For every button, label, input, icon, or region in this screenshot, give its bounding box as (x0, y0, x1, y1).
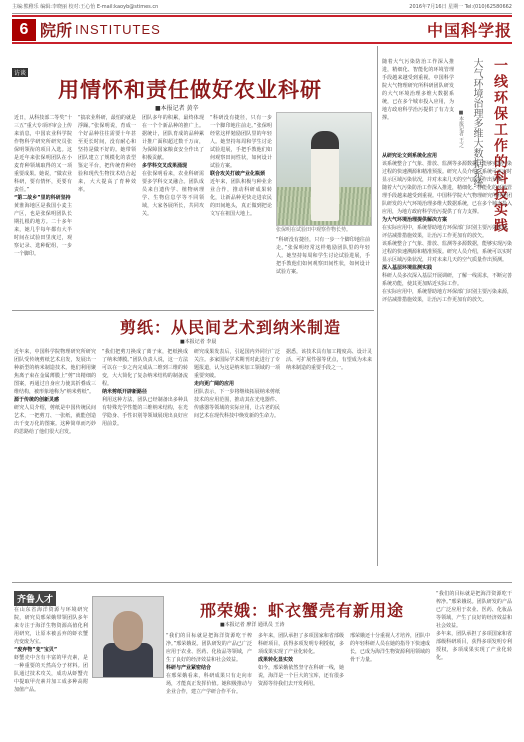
side-kicker: 大气环境治理多维大数据系统 (471, 58, 482, 188)
portrait-face (113, 611, 143, 651)
story3-column-5 (436, 590, 512, 736)
issue-meta-left: 主编:熊稚乐 编辑:李晓丽 校对:王心怡 E-mail:kaoyb@stimes.cn (12, 4, 159, 10)
story2-col1-text: 近年来，中国科学院物理研究所研究团队受传统剪纸艺术启发，发展出一种新型的纳米制造技术。他们利用聚焦离子束在金属薄膜上“剪”出精细的图案，再通过自身应力使其折叠成三维结构，被形象地称为“纳米剪纸”。 (14, 349, 96, 395)
story3-col1-text: 在山东省海洋资源与环境研究院，研究员邢荣娥带领团队多年来专注于海洋生物资源高值化利用研究，让原本被丢弃的虾衣蟹壳变废为宝。 (14, 607, 88, 645)
side-col1-text: 随着大气污染防治工作深入推进，精细化、智能化的环境管理手段越来越受到重视。中国科学院大气物理研究所科研团队研发的大气环境治理多维大数据系统，已在多个城市投入应用，为地方政府科学治污提供了有力支撑。 (382, 59, 454, 121)
story2-col3-text: 研究成果发表后，引起国内外同行广泛关注。多家国际学术期刊对此进行了专题报道，认为这是纳米加工领域的一项重要突破。 (194, 349, 280, 379)
story1-tag: 访谈 (14, 70, 27, 77)
story1-column-2 (78, 114, 136, 310)
story3-col5-text: “我们的目标就是把海洋资源吃干榨净。”邢荣娥说。团队研发的产品已广泛应用于农业、医药、化妆品等领域，产生了良好的经济效益和社会效益。 (436, 591, 512, 629)
story1-col1b-text: 黄淮海地区是我国小麦主产区，也是张保明团队长期扎根的地方。二十多年来，她几乎每年都有大半时间在试验田里度过，观察记录、选种配组，一步一个脚印。 (14, 203, 72, 257)
story1-col3-text: 团队多年的积累，最终体现在一个个新品种的推广上。据统计，团队育成的品种累计推广面积超过数千万亩，为保障国家粮食安全作出了积极贡献。 (142, 115, 204, 161)
story2-headline: 剪纸：从民间艺术到纳米制造 (120, 318, 342, 337)
section-name: 院所 (40, 21, 73, 40)
story2-column-1 (14, 348, 96, 568)
photo-person (311, 131, 339, 221)
story3-portrait (92, 596, 164, 678)
side-column-top (382, 58, 454, 148)
issue-meta-right: 2016年7月16日 星期一 Tel:(010)62580662 (409, 4, 512, 10)
story3-column-2 (166, 632, 252, 736)
story1-col4b-text: 近年来，团队积极与种业企业合作，推动科研成果转化，让新品种更快走进农民的田间地头，真正做到把论文写在祖国大地上。 (210, 179, 272, 217)
story1-headline: 用情怀和责任做好农业科研 (58, 77, 322, 102)
story3-byline: ■本报记者 廖洋 通讯员 王涛 (220, 622, 285, 628)
side-col1b-repeat: 该系统整合了气象、排放、监测等多源数据，能够实现污染过程的快速溯源和精准预报。研究人员介绍，系统可以实时显示区域污染状况，并对未来几天的空气质量作出预测。 (382, 241, 512, 263)
section-name-en: INSTITUTES (75, 22, 161, 37)
story3-subhead-2: 科研与产业紧密结合 (166, 665, 212, 671)
meta-divider (12, 13, 512, 14)
story2-subhead-3: 走向更广阔的应用 (194, 381, 235, 387)
story3-col3b-text: 如今，邢荣娥依然坚守在科研一线，她说，海洋是一个巨大的宝库，还有很多资源等待我们去开发利用。 (258, 665, 344, 687)
story3-col1b-text: 虾蟹壳中含有丰富的甲壳素，是一种重要的天然高分子材料。团队通过技术攻关，成功从虾蟹壳中提取甲壳素并加工成多种高附加值产品。 (14, 655, 88, 693)
side-col1d-text: 科研人员多次深入基层开展调研，了解一线需求，不断完善系统功能，使其更加贴近实际工作。 (382, 273, 512, 287)
story3-column-1 (14, 606, 88, 736)
story1-subhead-2: 多学科交叉成果涌现 (142, 163, 188, 169)
story2-column-2 (102, 348, 188, 568)
story1-subhead-3: 联合攻关打破产业化瓶颈 (210, 171, 266, 177)
header-bottom-rule (12, 42, 512, 44)
story1-col3b-text: 在张保明看来，农业科研需要多学科交叉融合。团队成员来自遗传学、植物病理学、生物信息学等不同领域，大家各展所长，共同攻关。 (142, 171, 204, 217)
story3-col4-text: 邢荣娥还十分重视人才培养，团队中的年轻科研人员在她的指导下快速成长，已成为海洋生物资源利用领域的骨干力量。 (350, 633, 430, 663)
side-col1b-text: 该系统整合了气象、排放、监测等多源数据，能够实现污染过程的快速溯源和精准预报。研究人员介绍，系统可以实时显示区域污染状况，并对未来几天的空气质量作出预测。 (382, 161, 512, 183)
story2-subhead-1: 源于传统的创新灵感 (14, 397, 60, 403)
issue-meta (12, 3, 512, 13)
side-subhead-2: 为大气环境治理提供解决方案 (382, 217, 448, 223)
story2-column-4 (286, 348, 372, 568)
story2-col3b-text: 团队表示，下一步将继续拓展纳米剪纸技术的应用范围，推动其在光电器件、传感器等领域的实际应用，让古老的民间艺术在现代科技中焕发新的生命力。 (194, 389, 280, 419)
story2-byline: ■本报记者 李晨 (180, 339, 217, 345)
story1-col4-text: “科研没有捷径，只有一步一个脚印地往前走。”张保明经常这样勉励团队里的年轻人。她坚持每周和学生讨论试验进展，手把手教他们如何观察田间性状，如何设计试验方案。 (210, 115, 272, 169)
side-subhead-1: 从研究论文到系统化应用 (382, 153, 438, 159)
story1-col2-text: “搞农业科研，最怕的就是浮躁。”张保明说，育成一个好品种往往需要十年甚至更长时间，没有耐心和坚持是做不好的。她带领团队建立了规模化的表型鉴定平台，把传统育种经验和现代生物技术结合起来，大大提高了育种效率。 (78, 115, 136, 193)
story1-column-4 (210, 114, 272, 310)
story2-col1b-text: 研究人员介绍，剪纸是中国传统民间艺术，一把剪刀、一张纸，就能创造出千变万化的图案。这种简单而巧妙的思路给了他们很大启发。 (14, 405, 96, 435)
story2-subhead-2: 纳米剪纸开辟新路径 (102, 389, 148, 395)
story1-col4b-cont: “科研没有捷径，只有一步一个脚印地往前走。”张保明经常这样勉励团队里的年轻人。她坚持每周和学生讨论试验进展，手把手教他们如何观察田间性状，如何设计试验方案。 (276, 237, 370, 275)
story2-col2-text: “我们把剪刀换成了离子束，把纸换成了纳米薄膜。”团队负责人说，这一方法可以在一步之内完成从二维到三维的转变，大大简化了复杂纳米结构的制备流程。 (102, 349, 188, 387)
story3-column-3 (258, 632, 344, 736)
story3-col2b-text: 在邢荣娥看来，科研成果只有走向市场，才能真正发挥价值。她积极推动与企业合作，建立产学研合作平台。 (166, 673, 252, 695)
story3-col5b-text: 多年来，团队承担了多项国家和省部级科研项目，获得多项发明专利授权，多项成果实现了产业化转化。 (436, 631, 512, 661)
side-column-body (382, 152, 512, 564)
side-col1c-repeat: 在实际应用中，系统帮助地方环保部门识别主要污染来源，评估减排措施效果，让治污工作更加有的放矢。 (382, 289, 512, 303)
side-headline: 一线环保工作的科技实践 (492, 58, 508, 234)
side-column-divider (377, 46, 378, 566)
story1-byline: ■本报记者 黄辛 (155, 105, 199, 112)
story2-column-3 (194, 348, 280, 568)
story3-subhead-3: 成果转化显实效 (258, 657, 294, 663)
story2-top-rule (12, 310, 374, 311)
story3-column-4 (350, 632, 430, 736)
section-number: 6 (12, 19, 36, 41)
story3-section-tag: 齐鲁人才 (14, 591, 56, 606)
header-rule (12, 15, 512, 17)
story1-col1-text: 近日，从科技部二等奖“十三五”重大专项评审会上传来消息，中国农业科学院作物科学研究所研究员张保明领衔的项目入选。这是近年来张保明团队在小麦育种领域取得的又一项重要成果。她说，“做农业科研，要有情怀，更要有责任。” (14, 115, 72, 193)
story3-col2-text: “我们的目标就是把海洋资源吃干榨净。”邢荣娥说。团队研发的产品已广泛应用于农业、医药、化妆品等领域，产生了良好的经济效益和社会效益。 (166, 633, 252, 663)
story1-photo (276, 112, 372, 226)
story3-subhead-1: “废弃物”变“宝贝” (14, 647, 58, 653)
side-col1c-text: 在实际应用中，系统帮助地方环保部门识别主要污染来源，评估减排措施效果，让治污工作更加有的放矢。 (382, 225, 512, 239)
story1-column-5 (276, 236, 370, 310)
story2-col2b-text: 利用这种方法，团队已经制备出多种具有特殊光学性能的三维纳米结构，在光学隐身、手性识别等领域展现出良好应用前景。 (102, 397, 188, 427)
story3-top-rule (12, 582, 512, 583)
side-col1-repeat: 随着大气污染防治工作深入推进，精细化、智能化的环境管理手段越来越受到重视。中国科学院大气物理研究所科研团队研发的大气环境治理多维大数据系统，已在多个城市投入应用，为地方政府科学治污提供了有力支撑。 (382, 185, 512, 215)
story3-col3-text: 多年来，团队承担了多项国家和省部级科研项目，获得多项发明专利授权，多项成果实现了产业化转化。 (258, 633, 344, 655)
story1-photo-caption: 张保明在试验田中观察作物长势。 (276, 227, 352, 233)
story1-column-3 (142, 114, 204, 310)
side-byline: ■本报记者 王之 (458, 110, 464, 148)
story2-col4-text: 据悉，该技术具有加工精度高、设计灵活、可扩展性强等优点，有望成为未来纳米制造的重要手段之一。 (286, 349, 372, 371)
story1-column-1 (14, 114, 72, 310)
story1-subhead-1: “第二故乡”里的科研坚持 (14, 195, 71, 201)
side-subhead-3: 深入基层环境监测实践 (382, 265, 433, 271)
newspaper-masthead: 中国科学报 (426, 21, 512, 40)
story3-headline: 邢荣娥：虾衣蟹壳有新用途 (200, 601, 405, 620)
